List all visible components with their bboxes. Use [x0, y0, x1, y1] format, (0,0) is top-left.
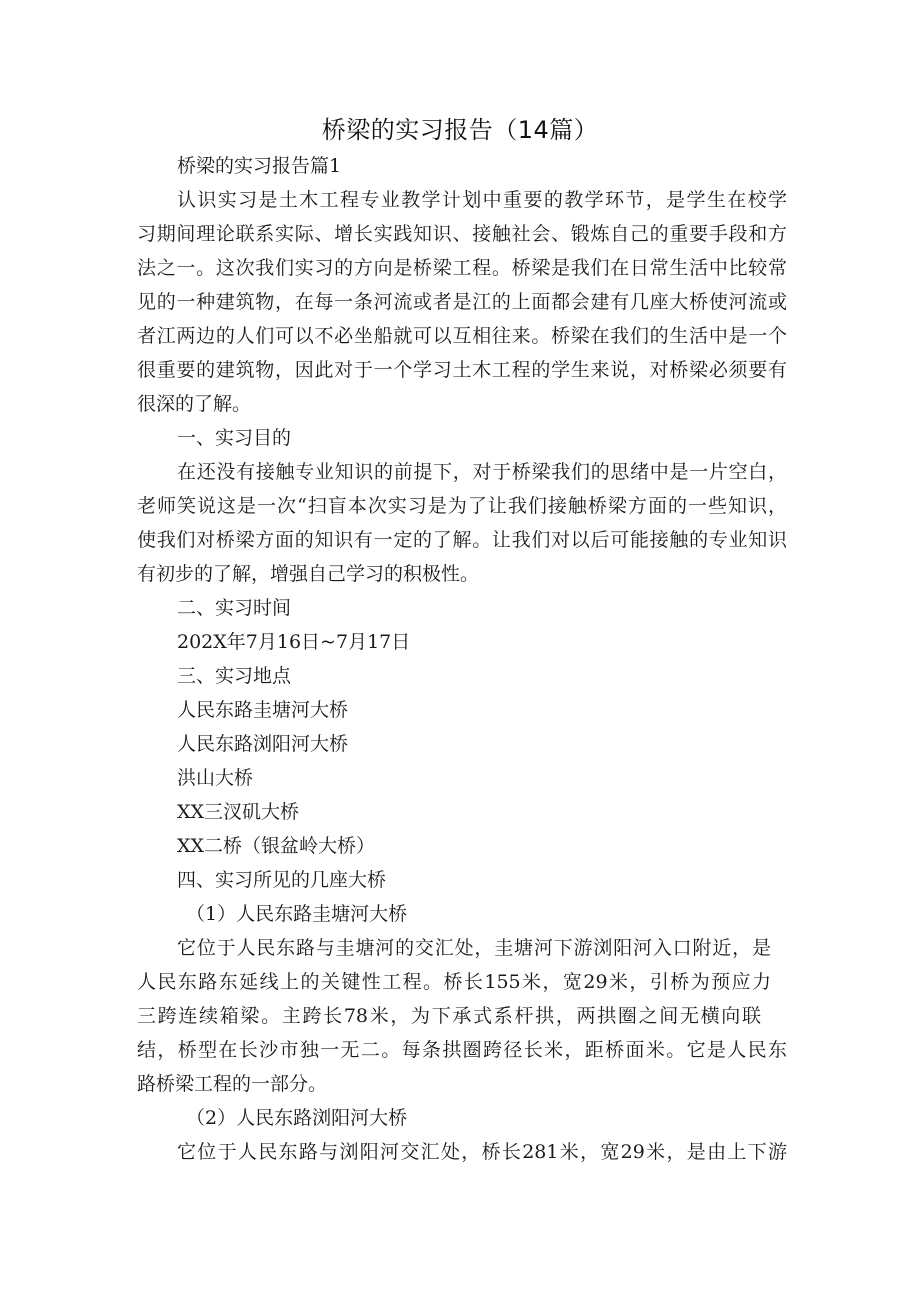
location-item: XX三汊矶大桥 — [177, 801, 300, 823]
paragraph-line: 很深的了解。 — [137, 393, 252, 415]
paragraph-line: 人民东路东延线上的关键性工程。桥长155米，宽29米，引桥为预应力 — [137, 971, 771, 993]
paragraph-line: 法之一。这次我们实习的方向是桥梁工程。桥梁是我们在日常生活中比较常 — [137, 257, 787, 279]
location-item: XX二桥（银盆岭大桥） — [177, 835, 376, 857]
paragraph-line: 它位于人民东路与圭塘河的交汇处，圭塘河下游浏阳河入口附近，是 — [177, 937, 771, 959]
paragraph-line: 它位于人民东路与浏阳河交汇处，桥长281米，宽29米，是由上下游 — [177, 1141, 787, 1163]
paragraph-line: 认识实习是土木工程专业教学计划中重要的教学环节，是学生在校学 — [177, 189, 787, 211]
paragraph-line: 使我们对桥梁方面的知识有一定的了解。让我们对以后可能接触的专业知识 — [137, 529, 787, 551]
location-item: 人民东路浏阳河大桥 — [177, 733, 349, 755]
paragraph-line: 见的一种建筑物，在每一条河流或者是江的上面都会建有几座大桥使河流或 — [137, 291, 787, 313]
paragraph-line: 路桥梁工程的一部分。 — [137, 1073, 328, 1095]
section-heading: 四、实习所见的几座大桥 — [177, 869, 387, 891]
section-heading: 三、实习地点 — [177, 665, 292, 687]
section-heading: 一、实习目的 — [177, 427, 292, 449]
report-subtitle: 桥梁的实习报告篇1 — [177, 155, 342, 177]
section-heading: 二、实习时间 — [177, 597, 292, 619]
location-item: 洪山大桥 — [177, 767, 254, 789]
paragraph-line: 老师笑说这是一次“扫盲本次实习是为了让我们接触桥梁方面的一些知识， — [137, 495, 787, 517]
internship-date: 202X年7月16日~7月17日 — [177, 631, 411, 653]
paragraph-line: 三跨连续箱梁。主跨长78米，为下承式系杆拱，两拱圈之间无横向联 — [137, 1005, 761, 1027]
paragraph-line: 结，桥型在长沙市独一无二。每条拱圈跨径长米，距桥面米。它是人民东 — [137, 1039, 787, 1061]
document-title: 桥梁的实习报告（14篇） — [321, 116, 599, 144]
paragraph-line: 有初步的了解，增强自己学习的积极性。 — [137, 563, 480, 585]
paragraph-line: 者江两边的人们可以不必坐船就可以互相往来。桥梁在我们的生活中是一个 — [137, 325, 787, 347]
bridge-heading: （2）人民东路浏阳河大桥 — [186, 1107, 408, 1129]
paragraph-line: 在还没有接触专业知识的前提下，对于桥梁我们的思绪中是一片空白， — [177, 461, 787, 483]
location-item: 人民东路圭塘河大桥 — [177, 699, 349, 721]
paragraph-line: 很重要的建筑物，因此对于一个学习土木工程的学生来说，对桥梁必须要有 — [137, 359, 787, 381]
paragraph-line: 习期间理论联系实际、增长实践知识、接触社会、锻炼自己的重要手段和方 — [137, 223, 787, 245]
bridge-heading: （1）人民东路圭塘河大桥 — [186, 903, 408, 925]
